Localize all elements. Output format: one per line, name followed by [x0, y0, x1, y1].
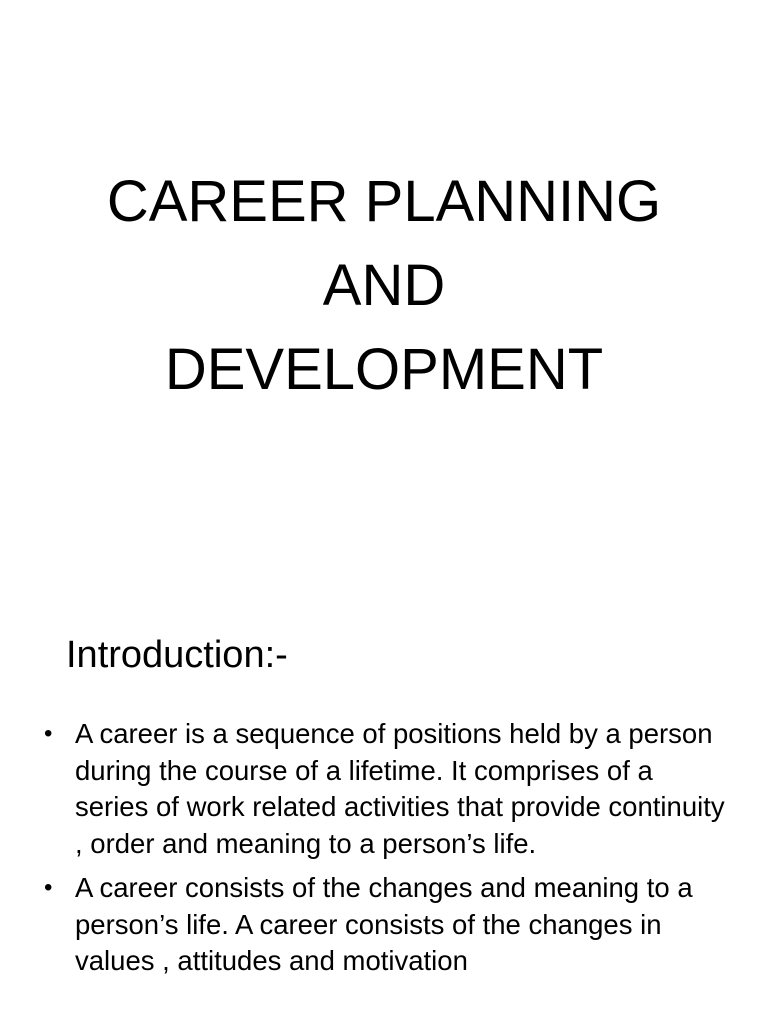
- title-line: DEVELOPMENT: [164, 337, 604, 402]
- bullet-item: [0, 870, 768, 980]
- bullet-icon: •: [44, 874, 53, 901]
- section-heading: Introduction:-: [66, 634, 288, 676]
- title-line: CAREER PLANNING: [106, 169, 662, 234]
- bullet-text: A career consists of the changes and meaning to a person’s life. A career consists of the changes in values , attitudes and motivation: [75, 872, 693, 976]
- bullet-list: [0, 716, 768, 988]
- bullet-text: A career is a sequence of positions held by a person during the course of a lifetime. It comprises of a series of work related activities that provide continuity , order and meaning to a person’s life.: [75, 718, 725, 859]
- bullet-item: [0, 716, 768, 862]
- bullet-icon: •: [44, 720, 53, 747]
- slide-title: [0, 160, 768, 412]
- title-line: AND: [322, 253, 446, 318]
